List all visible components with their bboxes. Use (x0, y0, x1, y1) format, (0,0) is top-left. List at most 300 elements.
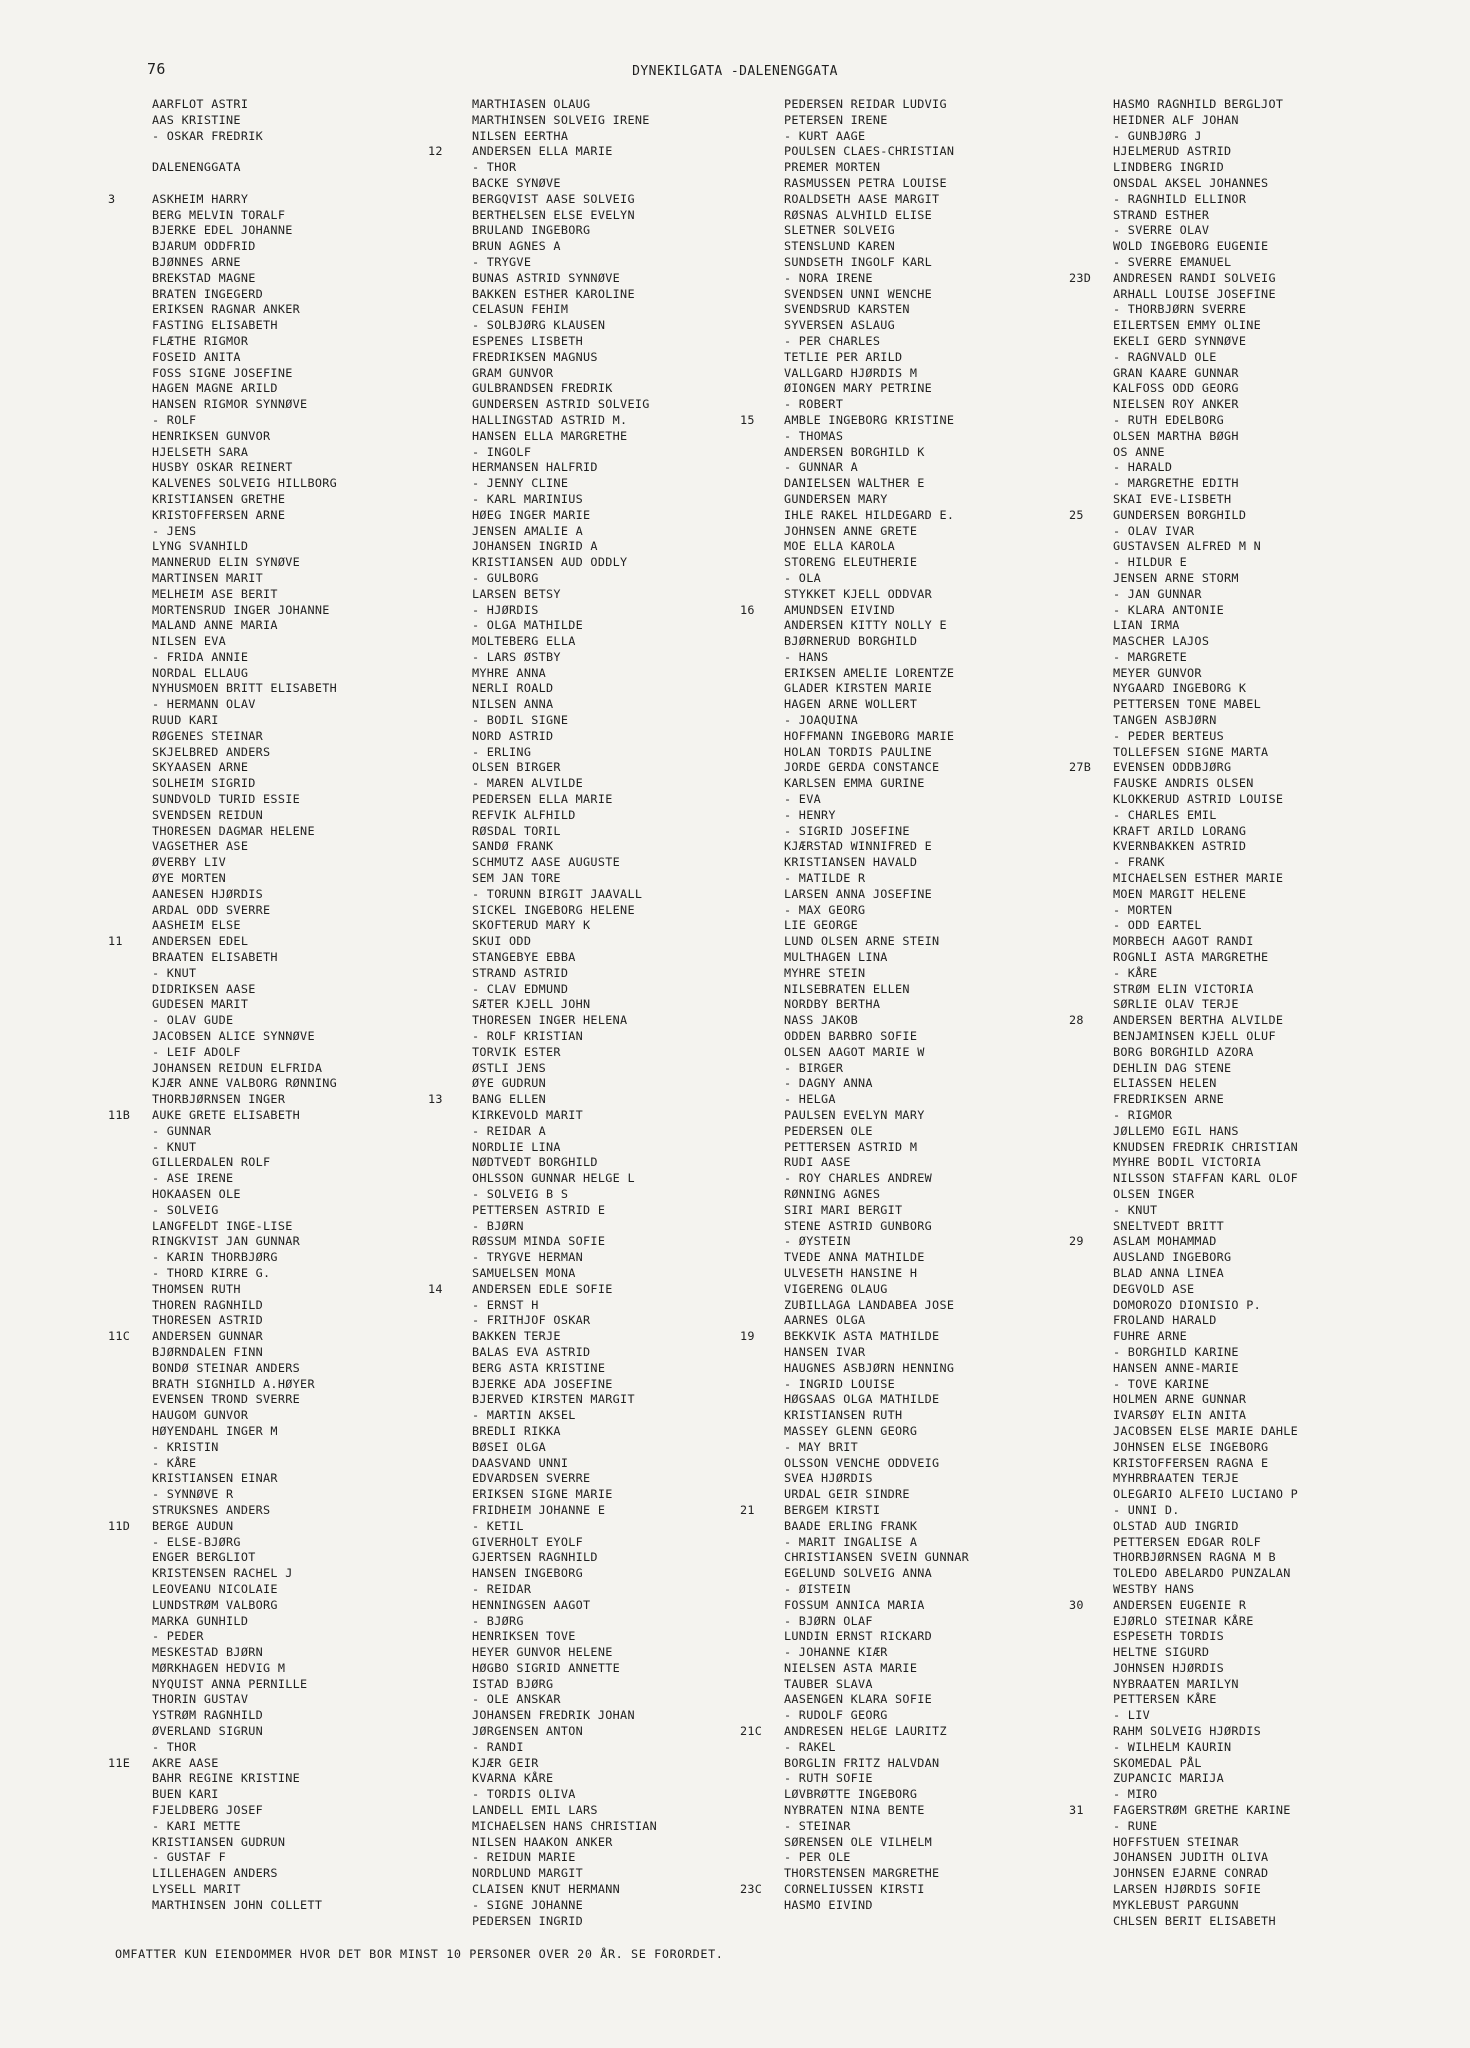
list-item (428, 1471, 657, 1487)
list-item (1069, 934, 1298, 950)
house-number (428, 982, 472, 998)
resident-name: - BIRGER (784, 1060, 844, 1075)
list-item (108, 555, 337, 571)
resident-name: KRISTOFFERSEN RAGNA E (1113, 1455, 1269, 1470)
house-number (740, 1661, 784, 1677)
house-number (428, 792, 472, 808)
house-number (740, 1266, 784, 1282)
house-number (740, 366, 784, 382)
list-item (1069, 603, 1298, 619)
house-number (1069, 1692, 1113, 1708)
house-number (108, 1029, 152, 1045)
house-number (740, 445, 784, 461)
house-number (740, 571, 784, 587)
list-item (740, 1771, 969, 1787)
house-number (108, 144, 152, 160)
house-number (428, 1424, 472, 1440)
resident-name: - HANS (784, 649, 829, 664)
resident-name: KRISTIANSEN AUD ODDLY (472, 555, 628, 570)
list-item (108, 966, 337, 982)
list-item (428, 1787, 657, 1803)
resident-name: - MAX GEORG (784, 902, 866, 917)
list-item (1069, 1519, 1298, 1535)
house-number (1069, 966, 1113, 982)
house-number (108, 1392, 152, 1408)
house-number (740, 681, 784, 697)
list-item (1069, 792, 1298, 808)
list-item (108, 302, 337, 318)
list-item (108, 1013, 337, 1029)
resident-name: - PER CHARLES (784, 333, 881, 348)
resident-name: - REIDAR (472, 1581, 532, 1596)
resident-name: - SIGNE JOHANNE (472, 1897, 584, 1912)
house-number (1069, 887, 1113, 903)
house-number (1069, 1108, 1113, 1124)
list-item (740, 1614, 969, 1630)
column-3 (740, 97, 969, 1914)
resident-name: - KARL MARINIUS (472, 491, 584, 506)
house-number (108, 1408, 152, 1424)
list-item (428, 1361, 657, 1377)
list-item (1069, 855, 1298, 871)
resident-name: KNUDSEN FREDRIK CHRISTIAN (1113, 1139, 1299, 1154)
list-item (108, 871, 337, 887)
resident-name: SLETNER SOLVEIG (784, 223, 896, 238)
list-item (108, 1361, 337, 1377)
list-item (108, 445, 337, 461)
resident-name: MICHAELSEN HANS CHRISTIAN (472, 1818, 658, 1833)
list-item (108, 1661, 337, 1677)
list-item (1069, 871, 1298, 887)
resident-name: - HERMANN OLAV (152, 697, 256, 712)
resident-name: BANG ELLEN (472, 1092, 547, 1107)
house-number (108, 1535, 152, 1551)
list-item (428, 824, 657, 840)
resident-name: JOHANSEN INGRID A (472, 539, 598, 554)
resident-name: HØGBO SIGRID ANNETTE (472, 1660, 621, 1675)
resident-name: - WILHELM KAURIN (1113, 1739, 1232, 1754)
resident-name: KRISTIANSEN GRETHE (152, 491, 286, 506)
list-item (1069, 1092, 1298, 1108)
house-number (108, 1124, 152, 1140)
house-number (108, 918, 152, 934)
list-item (1069, 634, 1298, 650)
list-item (108, 934, 337, 950)
resident-name: BERGQVIST AASE SOLVEIG (472, 191, 635, 206)
list-item (428, 1108, 657, 1124)
list-item (108, 792, 337, 808)
resident-name: - ERLING (472, 744, 532, 759)
list-item (740, 1535, 969, 1551)
list-item (428, 492, 657, 508)
resident-name: ROGNLI ASTA MARGRETHE (1113, 950, 1269, 965)
house-number (740, 1677, 784, 1693)
resident-name: GUNDERSEN ASTRID SOLVEIG (472, 397, 650, 412)
house-number (108, 966, 152, 982)
list-item (1069, 1408, 1298, 1424)
list-item (740, 1029, 969, 1045)
resident-name: SVENDSEN UNNI WENCHE (784, 286, 933, 301)
list-item (108, 1724, 337, 1740)
resident-name: MORTENSRUD INGER JOHANNE (152, 602, 330, 617)
house-number (428, 223, 472, 239)
resident-name: - BJØRN OLAF (784, 1613, 873, 1628)
list-item (1069, 1582, 1298, 1598)
list-item (740, 334, 969, 350)
house-number (740, 239, 784, 255)
house-number (740, 381, 784, 397)
list-item (428, 318, 657, 334)
house-number (740, 350, 784, 366)
list-item (740, 1250, 969, 1266)
house-number (428, 1329, 472, 1345)
house-number (740, 1313, 784, 1329)
house-number (740, 1155, 784, 1171)
list-item (1069, 1440, 1298, 1456)
house-number (1069, 113, 1113, 129)
house-number (108, 887, 152, 903)
resident-name: - KRISTIN (152, 1439, 219, 1454)
house-number (1069, 176, 1113, 192)
list-item (428, 524, 657, 540)
house-number (1069, 1677, 1113, 1693)
list-item (740, 1803, 969, 1819)
resident-name: NYBRAATEN MARILYN (1113, 1676, 1239, 1691)
house-number (1069, 1266, 1113, 1282)
list-item (428, 287, 657, 303)
resident-name: OLEGARIO ALFEIO LUCIANO P (1113, 1487, 1299, 1502)
resident-name: - KNUT (152, 965, 197, 980)
house-number (108, 1582, 152, 1598)
resident-name: - ØYSTEIN (784, 1234, 851, 1249)
house-number (740, 1171, 784, 1187)
house-number (428, 492, 472, 508)
list-item (108, 508, 337, 524)
resident-name: - RAKEL (784, 1739, 836, 1754)
list-item (108, 366, 337, 382)
list-item (1069, 1029, 1298, 1045)
house-number (108, 1614, 152, 1630)
house-number (108, 1645, 152, 1661)
list-item (428, 1298, 657, 1314)
resident-name: - NORA IRENE (784, 270, 873, 285)
resident-name: - GUSTAF F (152, 1850, 227, 1865)
list-item (1069, 1329, 1298, 1345)
resident-name: ANDERSEN ELLA MARIE (472, 144, 613, 159)
house-number (740, 271, 784, 287)
list-item (1069, 650, 1298, 666)
resident-name: FJELDBERG JOSEF (152, 1803, 264, 1818)
resident-name: - MAREN ALVILDE (472, 776, 584, 791)
house-number (108, 208, 152, 224)
list-item (428, 634, 657, 650)
house-number (108, 855, 152, 871)
list-item (428, 1645, 657, 1661)
list-item (740, 1835, 969, 1851)
list-item (108, 1566, 337, 1582)
list-item (428, 966, 657, 982)
list-item (740, 1708, 969, 1724)
list-item (1069, 1155, 1298, 1171)
resident-name: FOSS SIGNE JOSEFINE (152, 365, 293, 380)
house-number (1069, 1124, 1113, 1140)
resident-name: - OSKAR FREDRIK (152, 128, 264, 143)
list-item (428, 1882, 657, 1898)
list-item (740, 1424, 969, 1440)
resident-name: SUNDVOLD TURID ESSIE (152, 792, 301, 807)
list-item (1069, 1566, 1298, 1582)
resident-name: - ØISTEIN (784, 1581, 851, 1596)
list-item (740, 618, 969, 634)
list-item (108, 745, 337, 761)
resident-name: ANDRESEN RANDI SOLVEIG (1113, 270, 1276, 285)
house-number (108, 129, 152, 145)
house-number (428, 1456, 472, 1472)
list-item (108, 1756, 337, 1772)
list-item (108, 1787, 337, 1803)
house-number (740, 618, 784, 634)
house-number (108, 113, 152, 129)
resident-name: DEHLIN DAG STENE (1113, 1060, 1232, 1075)
resident-name: - JENS (152, 523, 197, 538)
resident-name: - DAGNY ANNA (784, 1076, 873, 1091)
house-number (108, 1661, 152, 1677)
list-item (1069, 1724, 1298, 1740)
list-item (428, 302, 657, 318)
house-number (1069, 334, 1113, 350)
list-item (1069, 760, 1298, 776)
list-item (108, 760, 337, 776)
house-number (1069, 634, 1113, 650)
resident-name: JOHNSEN ELSE INGEBORG (1113, 1439, 1269, 1454)
resident-name: ARDAL ODD SVERRE (152, 902, 271, 917)
resident-name: - CHARLES EMIL (1113, 807, 1217, 822)
house-number (1069, 776, 1113, 792)
house-number (108, 1677, 152, 1693)
house-number (1069, 729, 1113, 745)
list-item (740, 729, 969, 745)
resident-name: THORESEN INGER HELENA (472, 1013, 628, 1028)
resident-name: STORENG ELEUTHERIE (784, 555, 918, 570)
house-number (1069, 1219, 1113, 1235)
house-number (428, 1171, 472, 1187)
house-number: 21C (740, 1724, 763, 1739)
resident-name: ULVESETH HANSINE H (784, 1265, 918, 1280)
list-item (1069, 366, 1298, 382)
list-item (428, 1171, 657, 1187)
list-item (740, 1566, 969, 1582)
house-number: 13 (428, 1092, 443, 1107)
list-item (108, 1045, 337, 1061)
resident-name: - RAGNHILD ELLINOR (1113, 191, 1247, 206)
resident-name: HOLAN TORDIS PAULINE (784, 744, 933, 759)
list-item (428, 113, 657, 129)
house-number (740, 129, 784, 145)
resident-name: ONSDAL AKSEL JOHANNES (1113, 175, 1269, 190)
list-item (108, 1377, 337, 1393)
list-item (1069, 997, 1298, 1013)
resident-name: SKUI ODD (472, 934, 532, 949)
resident-name: VALLGARD HJØRDIS M (784, 365, 918, 380)
resident-name: BONDØ STEINAR ANDERS (152, 1360, 301, 1375)
list-item (428, 760, 657, 776)
list-item (740, 1503, 969, 1519)
house-number (108, 871, 152, 887)
list-item (108, 1692, 337, 1708)
list-item (740, 1377, 969, 1393)
resident-name: - SVERRE OLAV (1113, 223, 1210, 238)
house-number (108, 176, 152, 192)
house-number (740, 1519, 784, 1535)
list-item (740, 681, 969, 697)
house-number (740, 1582, 784, 1598)
resident-name: - ROLF KRISTIAN (472, 1029, 584, 1044)
resident-name: - HENRY (784, 807, 836, 822)
list-item (108, 1187, 337, 1203)
resident-name: THORBJØRNSEN INGER (152, 1092, 286, 1107)
list-item (740, 1155, 969, 1171)
list-item (108, 571, 337, 587)
list-item (108, 397, 337, 413)
list-item (1069, 1835, 1298, 1851)
house-number (428, 1566, 472, 1582)
resident-name: SKOFTERUD MARY K (472, 918, 591, 933)
resident-name: SKYAASEN ARNE (152, 760, 249, 775)
resident-name: STENE ASTRID GUNBORG (784, 1218, 933, 1233)
house-number (740, 1440, 784, 1456)
list-item (108, 1061, 337, 1077)
house-number (1069, 1708, 1113, 1724)
resident-name: GRAM GUNVOR (472, 365, 554, 380)
house-number (740, 982, 784, 998)
house-number (108, 634, 152, 650)
list-item (1069, 903, 1298, 919)
list-item (108, 1771, 337, 1787)
resident-name: - GUNNAR (152, 1123, 212, 1138)
list-item (1069, 1361, 1298, 1377)
resident-name: HANSEN IVAR (784, 1344, 866, 1359)
list-item (1069, 729, 1298, 745)
resident-name: BREDLI RIKKA (472, 1423, 561, 1438)
house-number (428, 1140, 472, 1156)
resident-name: LUNDSTRØM VALBORG (152, 1597, 278, 1612)
resident-name: - THORD KIRRE G. (152, 1265, 271, 1280)
resident-name: SNELTVEDT BRITT (1113, 1218, 1225, 1233)
house-number (1069, 429, 1113, 445)
house-number (740, 97, 784, 113)
resident-name: MICHAELSEN ESTHER MARIE (1113, 871, 1284, 886)
list-item (108, 160, 337, 176)
list-item (740, 1187, 969, 1203)
house-number (428, 1835, 472, 1851)
house-number (740, 729, 784, 745)
house-number (740, 223, 784, 239)
list-item (428, 334, 657, 350)
resident-name: ARHALL LOUISE JOSEFINE (1113, 286, 1276, 301)
resident-name: THORBJØRNSEN RAGNA M B (1113, 1550, 1276, 1565)
list-item (108, 603, 337, 619)
list-item (108, 1408, 337, 1424)
house-number (1069, 350, 1113, 366)
resident-name: HUSBY OSKAR REINERT (152, 460, 293, 475)
list-item (1069, 1061, 1298, 1077)
resident-name: HOKAASEN OLE (152, 1186, 241, 1201)
resident-name: STRAND ESTHER (1113, 207, 1210, 222)
list-item (428, 555, 657, 571)
resident-name: HAGEN ARNE WOLLERT (784, 697, 918, 712)
house-number (428, 839, 472, 855)
resident-name: FREDRIKSEN ARNE (1113, 1092, 1225, 1107)
list-item (1069, 1487, 1298, 1503)
house-number (428, 1771, 472, 1787)
house-number (740, 144, 784, 160)
house-number (1069, 1835, 1113, 1851)
house-number (740, 1645, 784, 1661)
house-number (740, 760, 784, 776)
house-number (740, 1250, 784, 1266)
resident-name: DAASVAND UNNI (472, 1455, 569, 1470)
list-item (428, 381, 657, 397)
resident-name: ENGER BERGLIOT (152, 1550, 256, 1565)
list-item (740, 1345, 969, 1361)
resident-name: MALAND ANNE MARIA (152, 618, 278, 633)
list-item (740, 1487, 969, 1503)
list-item (1069, 429, 1298, 445)
list-item (740, 808, 969, 824)
resident-name: MYKLEBUST PARGUNN (1113, 1897, 1239, 1912)
resident-name: - RUTH SOFIE (784, 1771, 873, 1786)
list-item (1069, 1629, 1298, 1645)
list-item (108, 1803, 337, 1819)
resident-name: SUNDSETH INGOLF KARL (784, 254, 933, 269)
list-item (1069, 97, 1298, 113)
list-item (1069, 1250, 1298, 1266)
list-item (428, 1598, 657, 1614)
resident-name: LILLEHAGEN ANDERS (152, 1866, 278, 1881)
list-item (740, 1519, 969, 1535)
resident-name: THOREN RAGNHILD (152, 1297, 264, 1312)
house-number (740, 1535, 784, 1551)
house-number (428, 1598, 472, 1614)
resident-name: AKRE AASE (152, 1755, 219, 1770)
resident-name: IHLE RAKEL HILDEGARD E. (784, 507, 955, 522)
list-item (1069, 1345, 1298, 1361)
list-item (740, 1092, 969, 1108)
house-number (740, 1140, 784, 1156)
list-item (108, 950, 337, 966)
house-number (108, 697, 152, 713)
list-item (740, 1234, 969, 1250)
house-number (740, 1108, 784, 1124)
house-number (108, 982, 152, 998)
resident-name: ERIKSEN SIGNE MARIE (472, 1487, 613, 1502)
list-item (740, 1629, 969, 1645)
list-item (108, 429, 337, 445)
house-number (740, 1187, 784, 1203)
list-item (740, 1108, 969, 1124)
list-item (428, 729, 657, 745)
house-number (740, 492, 784, 508)
house-number (740, 1092, 784, 1108)
list-item (428, 871, 657, 887)
house-number (108, 571, 152, 587)
resident-name: - MIRO (1113, 1787, 1158, 1802)
list-item (108, 1487, 337, 1503)
list-item (108, 1835, 337, 1851)
list-item (108, 539, 337, 555)
house-number (428, 776, 472, 792)
resident-name: BRATEN INGEGERD (152, 286, 264, 301)
